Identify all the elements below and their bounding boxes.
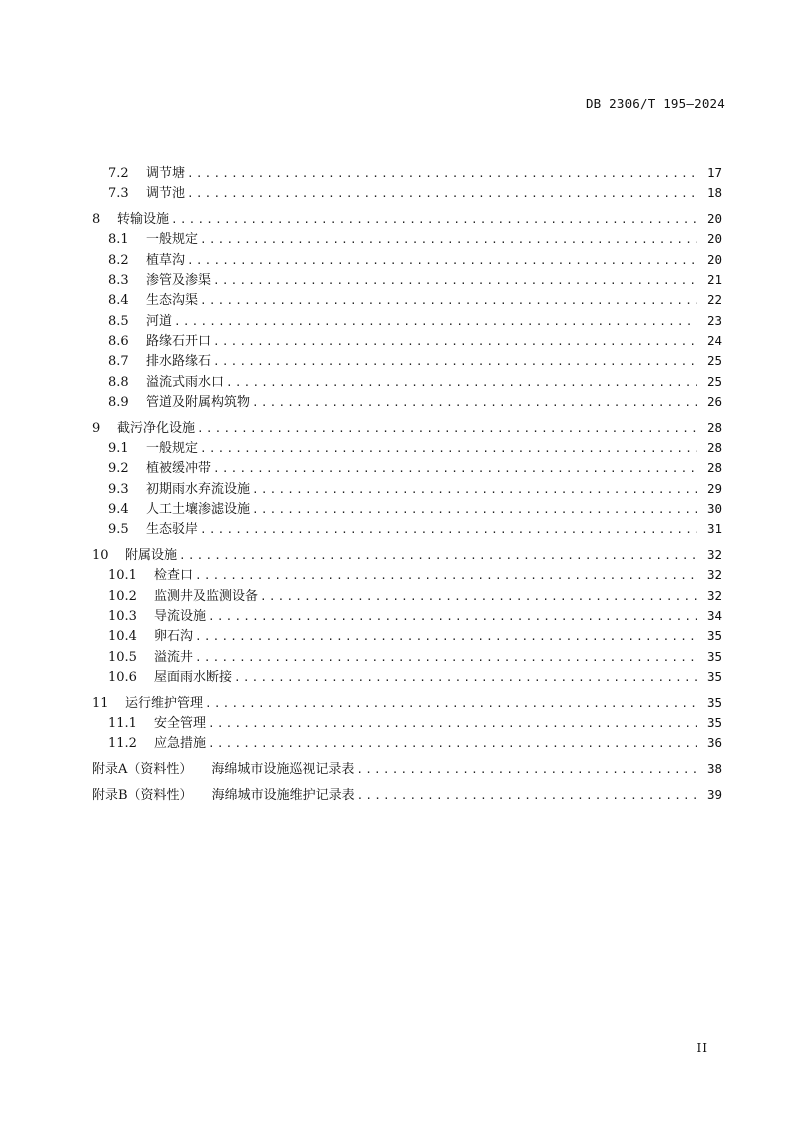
toc-title: 屋面雨水断接: [154, 669, 233, 685]
toc-title: 转输设施: [117, 212, 170, 228]
toc-title: 渗管及渗渠: [146, 273, 212, 289]
toc-page-number: 25: [706, 353, 722, 369]
toc-number: 10.1: [108, 568, 137, 584]
dot-leader: [260, 587, 697, 607]
toc-page-number: 25: [706, 373, 722, 389]
toc-entry-7-2[interactable]: [92, 163, 722, 183]
toc-title: 调节池: [146, 186, 186, 202]
toc-entry-appendix-a[interactable]: [92, 759, 722, 779]
toc-page-number: 20: [706, 211, 722, 227]
toc-entry-9-1[interactable]: [92, 438, 722, 458]
toc-number: 8.5: [108, 313, 129, 329]
toc-page-number: 24: [706, 332, 722, 348]
toc-entry-8-3[interactable]: [92, 270, 722, 290]
toc-entry-10-4[interactable]: [92, 626, 722, 646]
toc-number: 11.2: [108, 736, 137, 752]
dot-leader: [252, 500, 697, 520]
dot-leader: [200, 291, 697, 311]
toc-page-number: 31: [706, 521, 722, 537]
toc-entry-appendix-b[interactable]: [92, 785, 722, 805]
document-code: DB 2306/T 195—2024: [585, 96, 725, 111]
dot-leader: [208, 607, 697, 627]
toc-entry-9-2[interactable]: [92, 458, 722, 478]
toc-number: 8.2: [108, 252, 129, 268]
toc-page-number: 29: [706, 480, 722, 496]
toc-title: 植草沟: [146, 252, 186, 268]
dot-leader: [213, 271, 697, 291]
dot-leader: [200, 439, 697, 459]
toc-page-number: 38: [706, 761, 722, 777]
toc-title: 初期雨水弃流设施: [146, 481, 251, 497]
dot-leader: [252, 393, 697, 413]
dot-leader: [174, 312, 697, 332]
toc-entry-10-6[interactable]: [92, 667, 722, 687]
toc-page-number: 30: [706, 500, 722, 516]
toc-page-number: 28: [706, 460, 722, 476]
toc-number: 8.4: [108, 293, 129, 309]
toc-title: 应急措施: [154, 736, 207, 752]
toc-entry-8-7[interactable]: [92, 351, 722, 371]
toc-page-number: 34: [706, 608, 722, 624]
toc-number: 10.4: [108, 629, 137, 645]
toc-title: 附属设施: [125, 548, 178, 564]
toc-entry-11-2[interactable]: [92, 733, 722, 753]
toc-title: 管道及附属构筑物: [146, 394, 251, 410]
toc-page-number: 22: [706, 292, 722, 308]
toc-entry-10-1[interactable]: [92, 565, 722, 585]
table-of-contents: [92, 163, 722, 805]
toc-number: 8.8: [108, 374, 129, 390]
dot-leader: [200, 230, 697, 250]
toc-title: 河道: [146, 313, 173, 329]
toc-number: 10: [92, 548, 109, 564]
toc-page-number: 28: [706, 419, 722, 435]
toc-page-number: 20: [706, 251, 722, 267]
toc-page-number: 23: [706, 312, 722, 328]
page-folio: II: [696, 1041, 708, 1055]
dot-leader: [195, 566, 697, 586]
toc-page-number: 32: [706, 567, 722, 583]
toc-page-number: 35: [706, 668, 722, 684]
toc-title: 生态沟渠: [146, 293, 199, 309]
dot-leader: [205, 694, 697, 714]
toc-page-number: 35: [706, 694, 722, 710]
toc-number: 11: [92, 695, 109, 711]
toc-title: 安全管理: [154, 716, 207, 732]
dot-leader: [356, 760, 697, 780]
toc-page-number: 18: [706, 185, 722, 201]
toc-number: 9.2: [108, 461, 129, 477]
toc-title: 溢流井: [154, 649, 194, 665]
toc-title: 海绵城市设施维护记录表: [211, 788, 355, 804]
toc-number: 9: [92, 420, 101, 436]
toc-entry-8[interactable]: [92, 209, 722, 229]
toc-entry-8-5[interactable]: [92, 311, 722, 331]
toc-number: 11.1: [108, 716, 137, 732]
dot-leader: [234, 668, 697, 688]
toc-entry-9[interactable]: [92, 418, 722, 438]
toc-number: 9.3: [108, 481, 129, 497]
toc-number: 8.1: [108, 232, 129, 248]
toc-entry-9-4[interactable]: [92, 499, 722, 519]
dot-leader: [195, 627, 697, 647]
dot-leader: [195, 648, 697, 668]
toc-number: 10.6: [108, 669, 137, 685]
toc-page-number: 35: [706, 715, 722, 731]
toc-number: 附录B（资料性）: [92, 788, 193, 804]
toc-title: 排水路缘石: [146, 354, 212, 370]
dot-leader: [187, 184, 697, 204]
dot-leader: [187, 164, 697, 184]
toc-number: 8.3: [108, 273, 129, 289]
toc-page-number: 28: [706, 440, 722, 456]
toc-title: 截污净化设施: [117, 420, 196, 436]
toc-entry-11[interactable]: [92, 693, 722, 713]
dot-leader: [171, 210, 697, 230]
dot-leader: [357, 786, 697, 806]
toc-title: 海绵城市设施巡视记录表: [211, 762, 355, 778]
toc-title: 植被缓冲带: [146, 461, 212, 477]
toc-title: 监测井及监测设备: [154, 588, 259, 604]
dot-leader: [197, 419, 697, 439]
toc-title: 人工土壤渗滤设施: [146, 501, 251, 517]
toc-number: 附录A（资料性）: [92, 762, 193, 778]
dot-leader: [200, 520, 697, 540]
toc-entry-8-6[interactable]: [92, 331, 722, 351]
dot-leader: [213, 459, 697, 479]
dot-leader: [208, 714, 697, 734]
toc-number: 9.1: [108, 441, 129, 457]
toc-page-number: 39: [706, 787, 722, 803]
toc-number: 8.7: [108, 354, 129, 370]
toc-entry-8-1[interactable]: [92, 229, 722, 249]
toc-number: 8.6: [108, 333, 129, 349]
toc-number: 7.2: [108, 166, 129, 181]
toc-title: 一般规定: [146, 232, 199, 248]
toc-number: 9.5: [108, 522, 129, 538]
dot-leader: [179, 546, 697, 566]
toc-number: 7.3: [108, 186, 129, 202]
dot-leader: [187, 251, 697, 271]
toc-number: 10.2: [108, 588, 137, 604]
toc-page-number: 32: [706, 547, 722, 563]
toc-entry-10-3[interactable]: [92, 606, 722, 626]
toc-entry-10-5[interactable]: [92, 647, 722, 667]
toc-entry-10[interactable]: [92, 545, 722, 565]
toc-title: 调节塘: [146, 166, 186, 181]
dot-leader: [252, 480, 697, 500]
toc-title: 导流设施: [154, 609, 207, 625]
toc-page-number: 36: [706, 735, 722, 751]
toc-title: 一般规定: [146, 441, 199, 457]
toc-number: 8.9: [108, 394, 129, 410]
toc-entry-7-3[interactable]: [92, 183, 722, 203]
toc-title: 卵石沟: [154, 629, 194, 645]
toc-number: 9.4: [108, 501, 129, 517]
toc-number: 10.5: [108, 649, 137, 665]
toc-entry-11-1[interactable]: [92, 713, 722, 733]
toc-title: 生态驳岸: [146, 522, 199, 538]
toc-entry-8-4[interactable]: [92, 290, 722, 310]
toc-page-number: 35: [706, 628, 722, 644]
toc-entry-9-3[interactable]: [92, 479, 722, 499]
toc-title: 路缘石开口: [146, 333, 212, 349]
toc-entry-10-2[interactable]: [92, 586, 722, 606]
dot-leader: [213, 332, 697, 352]
toc-title: 溢流式雨水口: [146, 374, 225, 390]
toc-title: 运行维护管理: [125, 695, 204, 711]
dot-leader: [213, 352, 697, 372]
dot-leader: [226, 373, 697, 393]
toc-number: 10.3: [108, 609, 137, 625]
toc-number: 8: [92, 212, 101, 228]
toc-entry-9-5[interactable]: [92, 519, 722, 539]
toc-page-number: 35: [706, 648, 722, 664]
dot-leader: [208, 734, 697, 754]
toc-page-number: 21: [706, 272, 722, 288]
toc-page-number: 17: [706, 165, 722, 180]
toc-page-number: 26: [706, 393, 722, 409]
toc-entry-8-9[interactable]: [92, 392, 722, 412]
toc-page-number: 32: [706, 587, 722, 603]
toc-page-number: 20: [706, 231, 722, 247]
toc-title: 检查口: [154, 568, 194, 584]
toc-entry-8-2[interactable]: [92, 250, 722, 270]
toc-entry-8-8[interactable]: [92, 372, 722, 392]
